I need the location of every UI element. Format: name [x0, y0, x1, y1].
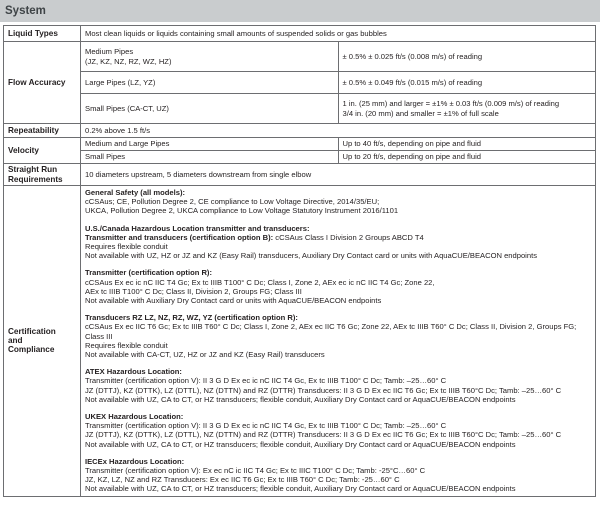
velocity-value-small: Up to 20 ft/s, depending on pipe and fluid: [338, 151, 596, 164]
cert-line: Transmitter (certification option V): II 3 G D Ex ec ic nC IIC T4 Gc, Ex tc IIIB T100° C Dc; Tamb: –25…60° C: [85, 421, 447, 431]
cert-line: Class III: [85, 331, 113, 341]
row-label-velocity: Velocity: [4, 138, 81, 164]
row-label-certification: [4, 186, 81, 497]
cert-line: Requires flexible conduit: [85, 242, 168, 252]
label-line: Straight Run: [8, 165, 58, 175]
flow-value-small: [338, 94, 596, 124]
row-label-liquid-types: Liquid Types: [4, 26, 81, 42]
cert-line: cCSAus Ex ec ic nC IIC T4 Gc; Ex tc IIIB T100° C Dc; Class I, Zone 2, AEx ec ic nC IIC T4 Gc; Zone 22,: [85, 277, 435, 287]
table-row: [4, 151, 596, 164]
cert-line: UKCA, Pollution Degree 2, UKCA compliance to Low Voltage Statutory Instrument 2016/1101: [85, 206, 399, 216]
option-b-heading: Transmitter and transducers (certification option B):: [85, 232, 274, 242]
cert-line: cCSAus Ex ec IIC T6 Gc; Ex tc IIIB T60° C Dc; Class I, Zone 2, AEx ec IIC T6 Gc; Zone 22, AEx tc IIIB T60° C Dc; Class II, Division 2, Groups FG;: [85, 322, 577, 332]
repeatability-value: 0.2% above 1.5 ft/s: [81, 124, 596, 138]
label-line: Compliance: [8, 345, 55, 355]
value-line: 3/4 in. (20 mm) and smaller = ±1% of full scale: [342, 108, 499, 118]
cert-line: Not available with UZ, CA to CT, or HZ transducers; flexible conduit, Auxiliary Dry Contact card or AquaCUE/BEACON endpoints: [85, 394, 516, 404]
section-title: System: [5, 5, 46, 17]
transmitter-r-heading: Transmitter (certification option R):: [85, 268, 212, 278]
section-header: [0, 0, 600, 22]
cert-line: Not available with CA-CT, UZ, HZ or JZ and KZ (Easy Rail) transducers: [85, 350, 325, 360]
us-canada-heading: U.S./Canada Hazardous Location transmitter and transducers:: [85, 223, 310, 233]
cert-line: JZ, KZ, LZ, NZ and RZ Transducers: Ex ec IIC T6 Gc; Ex tc IIIB T60° C Dc; Tamb: -25…60° C: [85, 475, 400, 485]
table-row: [4, 94, 596, 124]
cert-line: Not available with UZ, CA to CT, or HZ transducers; flexible conduit, Auxiliary Dry Contact card or AquaCUE/BEACON endpoints: [85, 439, 516, 449]
pipe-label-line: (JZ, KZ, NZ, RZ, WZ, HZ): [85, 56, 172, 66]
ukex-heading: UKEX Hazardous Location:: [85, 412, 184, 422]
label-line: Certification: [8, 327, 56, 337]
table-row: [4, 72, 596, 94]
row-label-straight-run: [4, 164, 81, 186]
cert-line: [85, 233, 591, 242]
cert-line: Not available with UZ, CA to CT, or HZ transducers; flexible conduit, Auxiliary Dry Contact card or AquaCUE/BEACON endpoints: [85, 484, 516, 494]
option-b-text: cCSAus Class I Division 2 Groups ABCD T4: [273, 232, 424, 242]
cert-line: JZ (DTTJ), KZ (DTTK), LZ (DTTL), NZ (DTTN) and RZ (DTTR) Transducers: II 3 G D Ex ec IIC T6 Gc; Ex tc IIIB T60°C Dc; Tamb: –25…60° C: [85, 430, 562, 440]
flow-value-large: ± 0.5% ± 0.049 ft/s (0.015 m/s) of reading: [338, 72, 596, 94]
velocity-value-medium-large: Up to 40 ft/s, depending on pipe and fluid: [338, 138, 596, 151]
cert-line: Transmitter (certification option V): II 3 G D Ex ec ic nC IIC T4 Gc, Ex tc IIIB T100° C Dc; Tamb: –25…60° C: [85, 376, 447, 386]
row-label-flow-accuracy: Flow Accuracy: [4, 42, 81, 124]
table-row: [4, 186, 596, 497]
table-row: [4, 42, 596, 72]
flow-pipe-large: Large Pipes (LZ, YZ): [81, 72, 339, 94]
table-row: [4, 138, 596, 151]
cert-line: JZ (DTTJ), KZ (DTTK), LZ (DTTL), NZ (DTTN) and RZ (DTTR) Transducers: II 3 G D Ex ec IIC T6 Gc; Ex tc IIIB T60°C Dc; Tamb: –25…60° C: [85, 385, 562, 395]
table-row: [4, 124, 596, 138]
cert-line: AEx tc IIIB T100° C Dc; Class II, Division 2, Groups FG; Class III: [85, 286, 302, 296]
cert-line: Transmitter (certification option V): Ex ec nC ic IIC T4 Gc; Ex tc IIIC T100° C Dc; Tamb: -25°C…60° C: [85, 466, 426, 476]
label-line: Requirements: [8, 174, 63, 184]
flow-pipe-small: Small Pipes (CA-CT, UZ): [81, 94, 339, 124]
liquid-types-value: Most clean liquids or liquids containing small amounts of suspended solids or gas bubbles: [81, 26, 596, 42]
general-safety-heading: General Safety (all models):: [85, 188, 186, 197]
pipe-label-line: Medium Pipes: [85, 47, 134, 57]
cert-line: Not available with UZ, HZ or JZ and KZ (Easy Rail) transducers, Auxiliary Dry Contact card or units with AquaCUE/BEACON endpoints: [85, 251, 537, 261]
iecex-heading: IECEx Hazardous Location:: [85, 456, 185, 466]
cert-line: Requires flexible conduit: [85, 340, 168, 350]
table-row: [4, 164, 596, 186]
certification-content: [81, 186, 596, 497]
row-label-repeatability: Repeatability: [4, 124, 81, 138]
value-line: 1 in. (25 mm) and larger = ±1% ± 0.03 ft/s (0.009 m/s) of reading: [342, 99, 560, 109]
cert-line: Not available with Auxiliary Dry Contact card or units with AquaCUE/BEACON endpoints: [85, 296, 382, 306]
velocity-pipe-small: Small Pipes: [81, 151, 339, 164]
cert-line: cCSAus; CE, Pollution Degree 2, CE compliance to Low Voltage Directive, 2014/35/EU;: [85, 197, 380, 207]
velocity-pipe-medium-large: Medium and Large Pipes: [81, 138, 339, 151]
flow-value-medium: ± 0.5% ± 0.025 ft/s (0.008 m/s) of reading: [338, 42, 596, 72]
transducers-r-heading: Transducers RZ LZ, NZ, RZ, WZ, YZ (certification option R):: [85, 313, 298, 323]
label-line: and: [8, 336, 23, 346]
atex-heading: ATEX Hazardous Location:: [85, 367, 182, 377]
straight-run-value: 10 diameters upstream, 5 diameters downstream from single elbow: [81, 164, 596, 186]
system-spec-table: [3, 25, 596, 497]
table-row: [4, 26, 596, 42]
flow-pipe-medium: [81, 42, 339, 72]
